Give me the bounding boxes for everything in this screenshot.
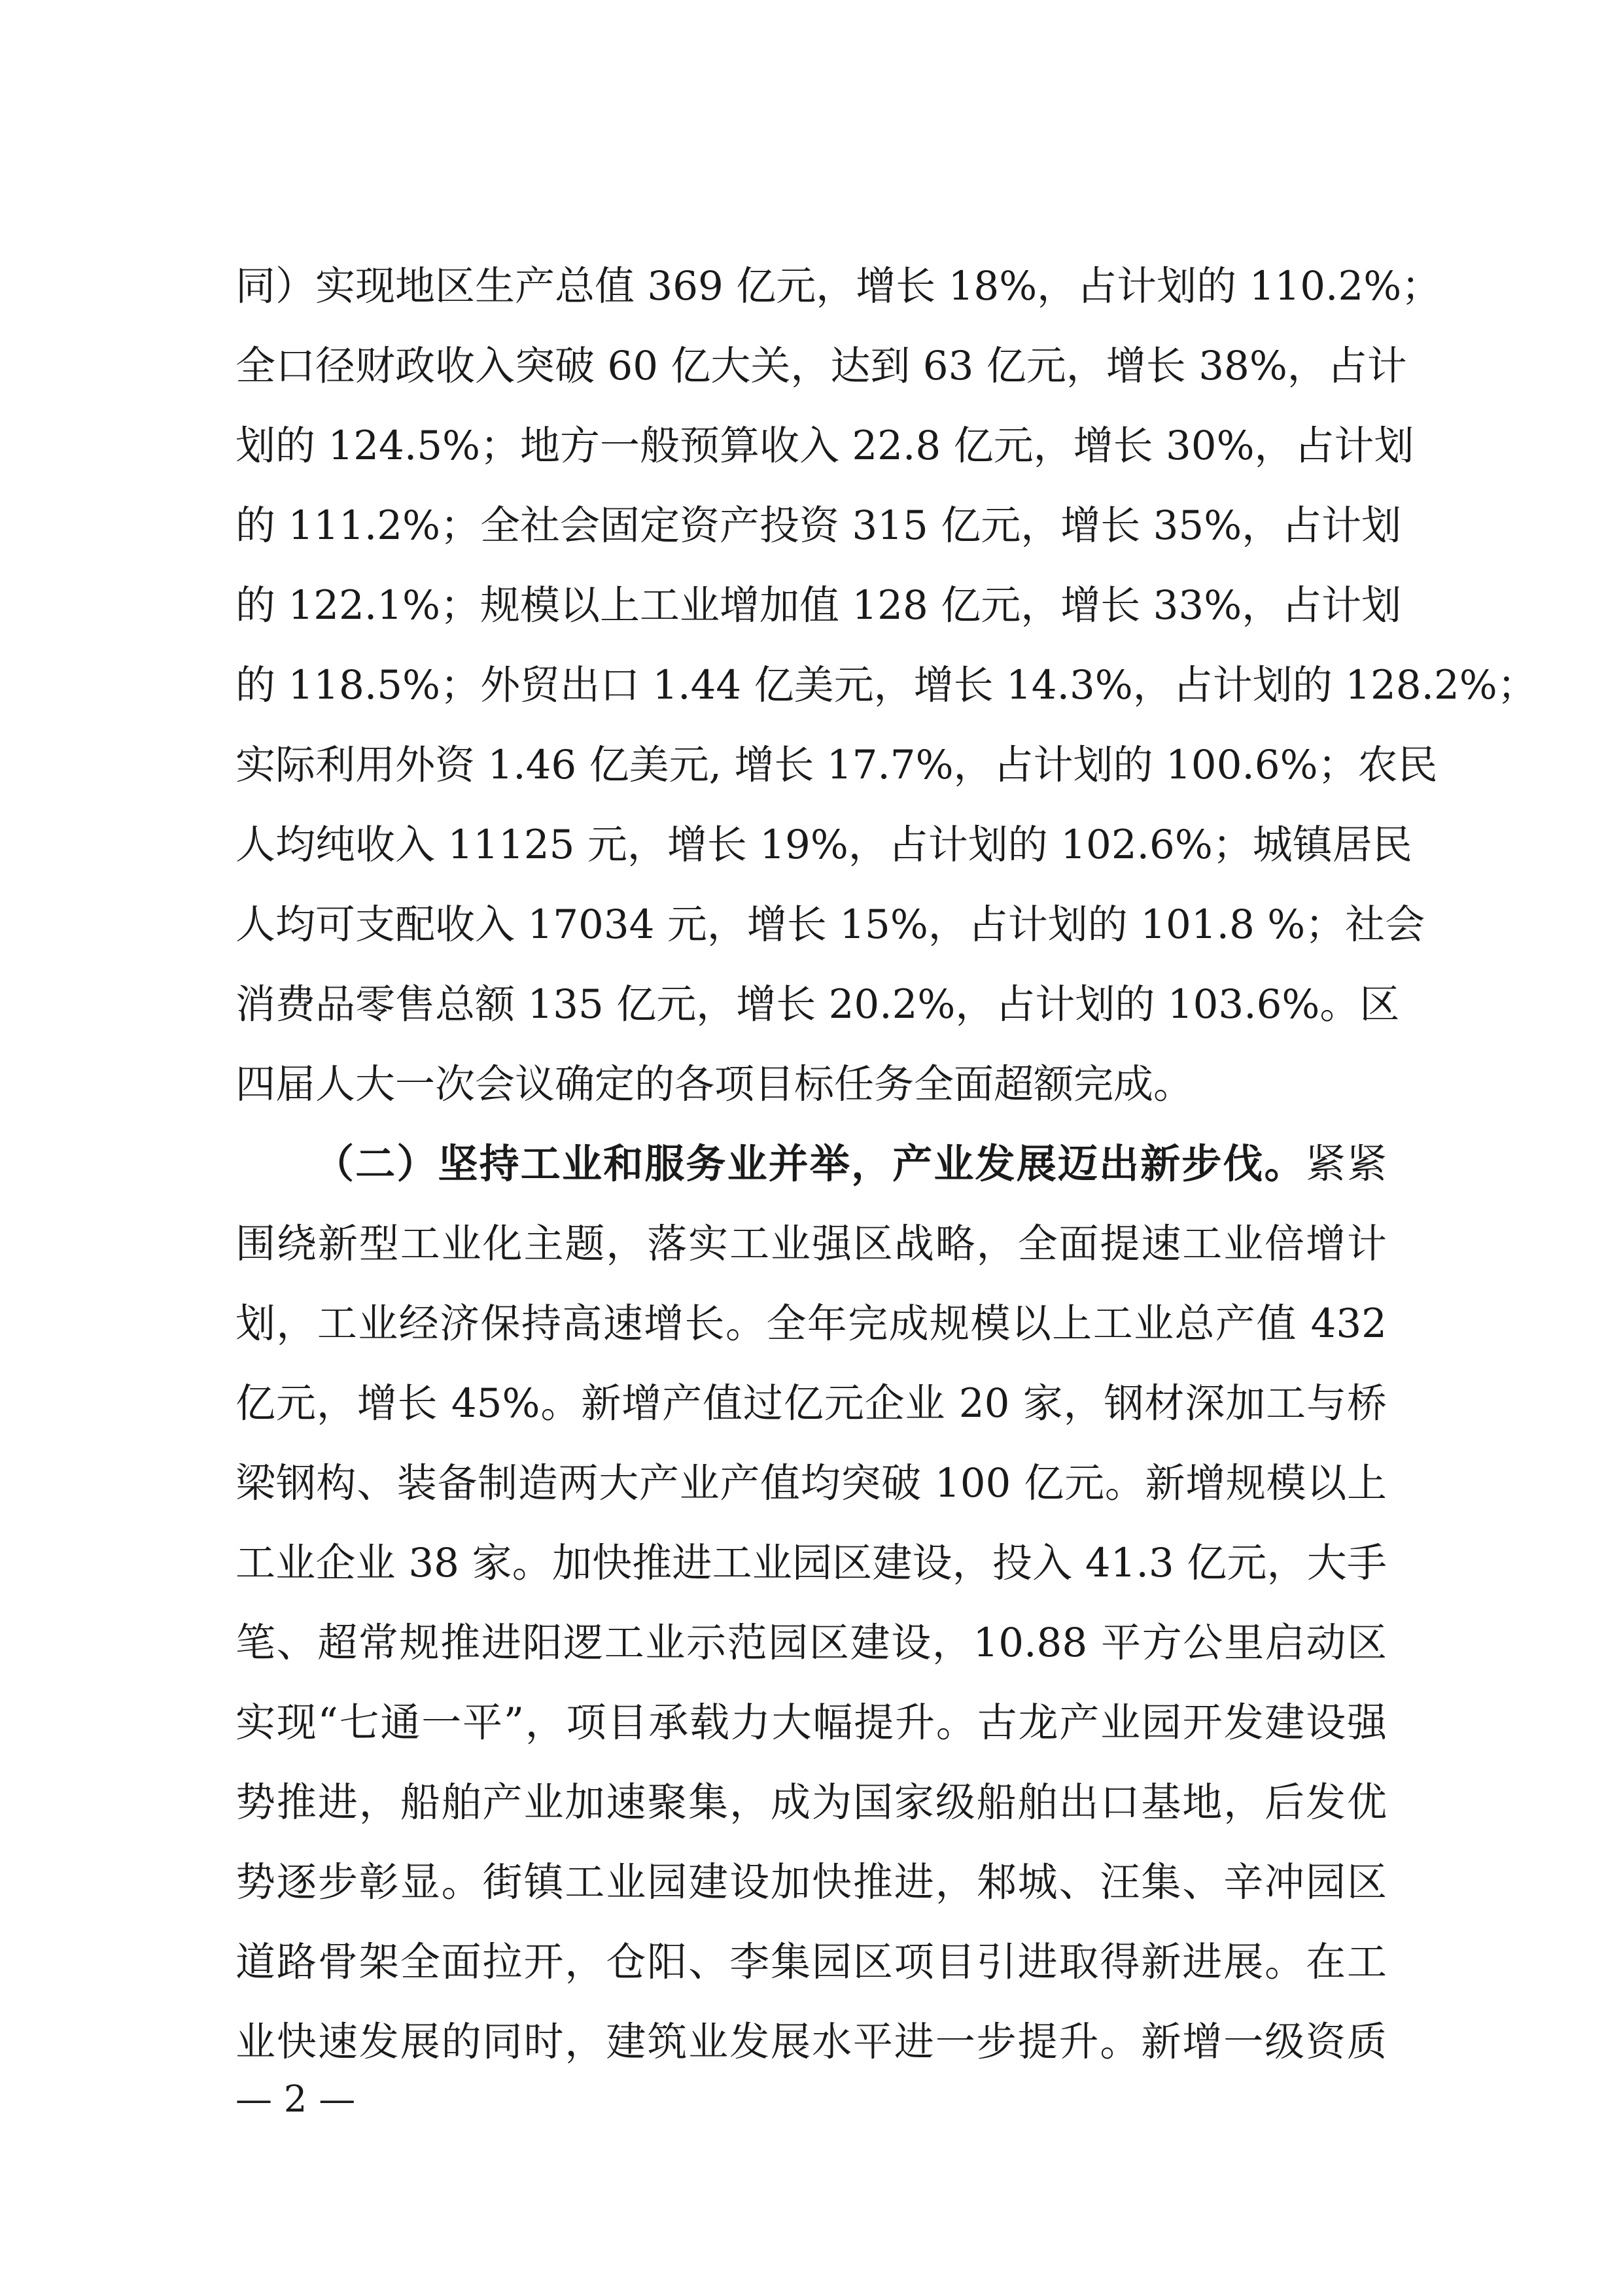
text-line: 工业企业 38 家。加快推进工业园区建设，投入 41.3 亿元，大手	[236, 1540, 1387, 1586]
text-line: 围绕新型工业化主题，落实工业强区战略，全面提速工业倍增计	[236, 1221, 1387, 1267]
text-line: 势逐步彰显。街镇工业园建设加快推进，邾城、汪集、辛冲园区	[236, 1859, 1387, 1905]
page-number: — 2 —	[236, 2078, 356, 2121]
text-line: 同）实现地区生产总值 369 亿元，增长 18%，占计划的 110.2%；	[236, 263, 1442, 309]
text-line: 划，工业经济保持高速增长。全年完成规模以上工业总产值 432	[236, 1300, 1387, 1347]
text-line: 笔、超常规推进阳逻工业示范园区建设，10.88 平方公里启动区	[236, 1620, 1387, 1666]
text-line: 梁钢构、装备制造两大产业产值均突破 100 亿元。新增规模以上	[236, 1460, 1387, 1506]
text-line: 四届人大一次会议确定的各项目标任务全面超额完成。	[236, 1061, 1194, 1107]
text-line: 人均纯收入 11125 元，增长 19%，占计划的 102.6%；城镇居民	[236, 822, 1412, 868]
text-line: 势推进，船舶产业加速聚集，成为国家级船舶出口基地，后发优	[236, 1779, 1387, 1826]
text-line: 亿元，增长 45%。新增产值过亿元企业 20 家，钢材深加工与桥	[236, 1380, 1387, 1427]
text-line: 消费品零售总额 135 亿元，增长 20.2%，占计划的 103.6%。区	[236, 981, 1400, 1028]
text-line: 实现“七通一平”，项目承载力大幅提升。古龙产业园开发建设强	[236, 1699, 1387, 1746]
text-line: 全口径财政收入突破 60 亿大关，达到 63 亿元，增长 38%，占计	[236, 343, 1407, 389]
text-line: 的 122.1%；规模以上工业增加值 128 亿元，增长 33%，占计划	[236, 582, 1402, 629]
section-heading-line	[314, 1132, 1387, 1197]
text-line: 实际利用外资 1.46 亿美元, 增长 17.7%，占计划的 100.6%；农民	[236, 742, 1438, 788]
text-line: 的 118.5%；外贸出口 1.44 亿美元，增长 14.3%，占计划的 128.2%；	[236, 662, 1537, 708]
text-line: 人均可支配收入 17034 元，增长 15%，占计划的 101.8 %；社会	[236, 901, 1425, 948]
text-line: 的 111.2%；全社会固定资产投资 315 亿元，增长 35%，占计划	[236, 502, 1402, 549]
text-line: 划的 124.5%；地方一般预算收入 22.8 亿元，增长 30%，占计划	[236, 423, 1414, 469]
heading-tail-text: 紧紧	[1305, 1141, 1387, 1187]
text-line: 道路骨架全面拉开，仓阳、李集园区项目引进取得新进展。在工	[236, 1939, 1387, 1985]
section-heading: （二）坚持工业和服务业并举，产业发展迈出新步伐。	[314, 1141, 1306, 1187]
text-line: 业快速发展的同时，建筑业发展水平进一步提升。新增一级资质	[236, 2019, 1387, 2065]
